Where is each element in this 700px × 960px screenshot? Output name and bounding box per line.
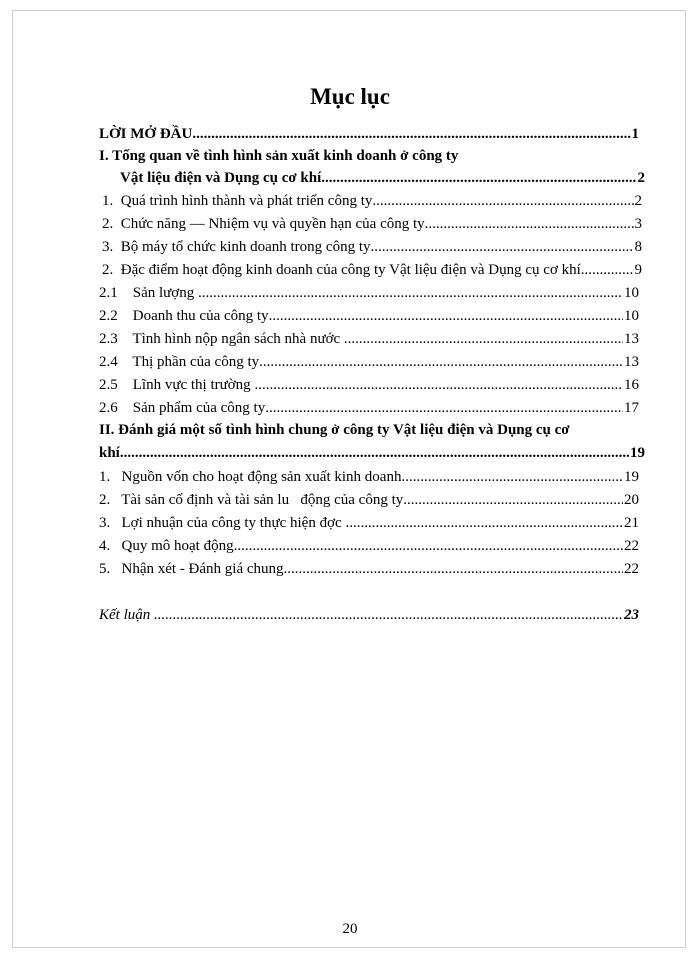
toc-entry-page: 22 — [624, 561, 639, 577]
toc-entry-text: LỜI MỞ ĐẦU — [99, 126, 193, 142]
toc-leader-dots — [401, 467, 623, 487]
toc-leader-dots — [371, 237, 634, 257]
toc-entry-section-1[interactable] — [120, 168, 645, 188]
toc-leader-dots — [154, 605, 623, 625]
toc-entry-text: 2.3 Tình hình nộp ngân sách nhà nước — [99, 331, 344, 347]
toc-leader-dots — [259, 352, 623, 372]
toc-entry-text: 4. Quy mô hoạt động — [99, 538, 234, 554]
toc-entry[interactable] — [99, 490, 639, 510]
toc-entry-page: 13 — [624, 331, 639, 347]
toc-entry-page: 20 — [624, 492, 639, 508]
toc-entry-section-2[interactable] — [102, 260, 642, 280]
toc-leader-dots — [198, 283, 623, 303]
toc-entry-page: 17 — [624, 400, 639, 416]
toc-entry-intro[interactable] — [99, 124, 639, 144]
toc-entry-text: II. Đánh giá một số tình hình chung ở công ty Vật liệu điện và Dụng cụ cơ — [99, 422, 570, 438]
toc-entry-text: 3. Lợi nhuận của công ty thực hiện đợc — [99, 515, 346, 531]
toc-leader-dots — [345, 513, 623, 533]
toc-entry[interactable] — [99, 329, 639, 349]
toc-entry-text: 2.4 Thị phần của công ty — [99, 354, 260, 370]
toc-entry-page: 1 — [631, 126, 639, 142]
toc-entry[interactable] — [99, 375, 639, 395]
toc-entry[interactable] — [102, 191, 642, 211]
toc-entry[interactable] — [99, 467, 639, 487]
toc-leader-dots — [321, 168, 636, 188]
toc-section-heading[interactable] — [99, 420, 639, 440]
toc-entry-page: 2 — [634, 193, 642, 209]
toc-entry-text: khí — [99, 445, 120, 461]
toc-entry-page: 21 — [624, 515, 639, 531]
toc-leader-dots — [403, 490, 623, 510]
toc-entry-text: 2.2 Doanh thu của công ty — [99, 308, 269, 324]
toc-entry-page: 19 — [624, 469, 639, 485]
toc-entry-text: 2.6 Sản phẩm của công ty — [99, 400, 266, 416]
toc-entry-text: 2. Đặc điểm hoạt động kinh doanh của công ty Vật liệu điện và Dụng cụ cơ khí — [102, 262, 581, 278]
toc-leader-dots — [269, 306, 623, 326]
toc-entry[interactable] — [99, 513, 639, 533]
toc-entry-text: 2. Tài sản cố định và tài sản lu động của công ty — [99, 492, 404, 508]
toc-entry-page: 8 — [634, 239, 642, 255]
toc-entry-text: Kết luận — [99, 607, 154, 623]
toc-entry-text: 1. Quá trình hình thành và phát triển công ty — [102, 193, 373, 209]
toc-entry-text: I. Tổng quan về tình hình sản xuất kinh doanh ở công ty — [99, 148, 459, 164]
toc-entry-page: 22 — [624, 538, 639, 554]
toc-entry-text: 2.1 Sản lượng — [99, 285, 198, 301]
toc-entry-page: 13 — [624, 354, 639, 370]
toc-leader-dots — [265, 398, 623, 418]
toc-entry-page: 10 — [624, 308, 639, 324]
toc-leader-dots — [192, 124, 630, 144]
toc-entry[interactable] — [99, 398, 639, 418]
toc-leader-dots — [234, 536, 623, 556]
toc-entry-text: Vật liệu điện và Dụng cụ cơ khí — [120, 170, 322, 186]
toc-entry-text: 3. Bộ máy tổ chức kinh doanh trong công ty — [102, 239, 371, 255]
toc-entry-page: 3 — [634, 216, 642, 232]
toc-entry[interactable] — [99, 352, 639, 372]
toc-leader-dots — [284, 559, 623, 579]
toc-leader-dots — [344, 329, 623, 349]
toc-entry-text: 2. Chức năng — Nhiệm vụ và quyền hạn của công ty — [102, 216, 425, 232]
toc-entry[interactable] — [99, 536, 639, 556]
toc-entry-text: 2.5 Lĩnh vực thị trường — [99, 377, 255, 393]
toc-entry-page: 2 — [637, 170, 645, 186]
page-number: 20 — [342, 921, 358, 937]
toc-entry-page: 9 — [634, 262, 642, 278]
toc-entry[interactable] — [99, 306, 639, 326]
toc-entry[interactable] — [102, 237, 642, 257]
toc-entry-text: 1. Nguồn vốn cho hoạt động sản xuất kinh doanh — [99, 469, 402, 485]
toc-leader-dots — [120, 443, 629, 463]
toc-entry[interactable] — [99, 283, 639, 303]
toc-leader-dots — [425, 214, 634, 234]
toc-section-heading[interactable] — [99, 146, 639, 166]
toc-entry-text: 5. Nhận xét - Đánh giá chung — [99, 561, 284, 577]
toc-leader-dots — [581, 260, 634, 280]
toc-leader-dots — [372, 191, 633, 211]
toc-entry-conclusion[interactable] — [99, 605, 639, 625]
toc-entry[interactable] — [102, 214, 642, 234]
toc-entry-page: 19 — [630, 445, 645, 461]
toc-entry-page: 10 — [624, 285, 639, 301]
toc-title: Mục lục — [310, 84, 390, 109]
toc-entry[interactable] — [99, 559, 639, 579]
toc-entry-section-ii[interactable] — [99, 443, 645, 463]
toc-leader-dots — [254, 375, 623, 395]
toc-entry-page: 16 — [624, 377, 639, 393]
toc-entry-page: 23 — [624, 607, 639, 623]
